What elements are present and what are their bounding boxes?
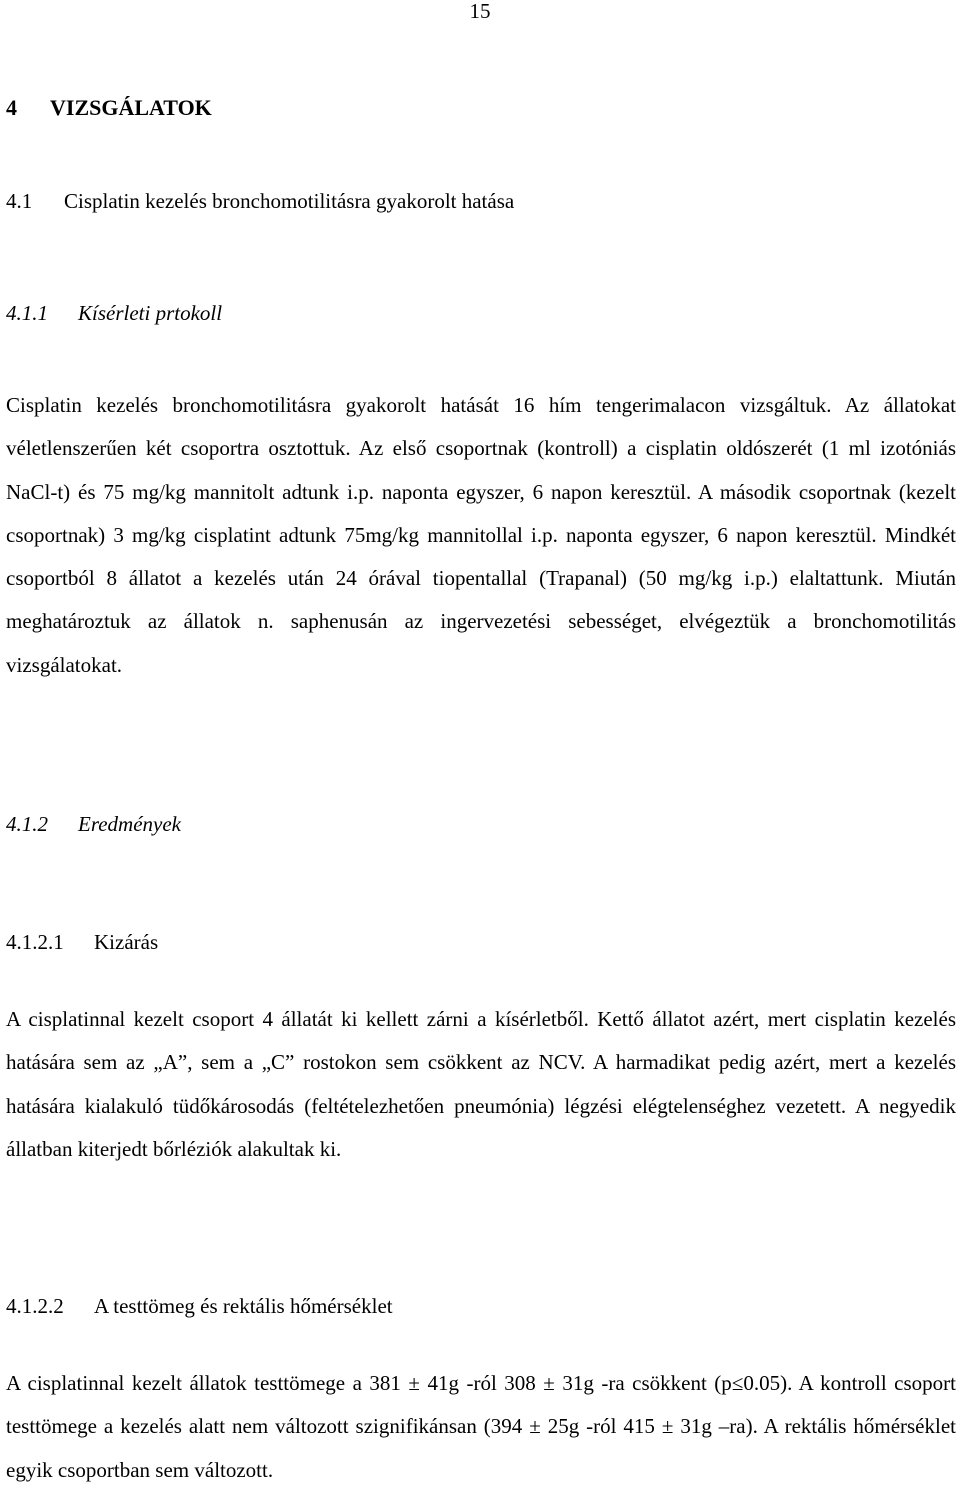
subsection-heading-results xyxy=(6,811,181,837)
chapter-number: 4 xyxy=(6,95,17,120)
subsubsection-heading-exclusion xyxy=(6,929,158,955)
protocol-paragraph: Cisplatin kezelés bronchomotilitásra gyakorolt hatását 16 hím tengerimalacon vizsgáltuk. Az állatokat véletlenszerűen két csoportra osztottuk. Az első csoportnak (kontroll) a cisplatin oldószerét (1 ml izotóniás NaCl-t) és 75 mg/kg mannitolt adtunk i.p. naponta egyszer, 6 napon keresztül. A második csoportnak (kezelt csoportnak) 3 mg/kg cisplatint adtunk 75mg/kg mannitollal i.p. naponta egyszer, 6 napon keresztül. Mindkét csoportból 8 állatot a kezelés után 24 órával tiopentallal (Trapanal) (50 mg/kg i.p.) elaltattunk. Miután meghatároztuk az állatok n. saphenusán az ingervezetési sebességet, elvégeztük a bronchomotilitás vizsgálatokat. xyxy=(6,393,956,677)
page-number: 15 xyxy=(469,0,491,23)
subsection-title: Eredmények xyxy=(78,812,181,836)
subsubsection-heading-bodyweight xyxy=(6,1293,393,1319)
exclusion-paragraph: A cisplatinnal kezelt csoport 4 állatát ki kellett zárni a kísérletből. Kettő állatot azért, mert cisplatin kezelés hatására sem az „A”, sem a „C” rostokon sem csökkent az NCV. A harmadikat pedig azért, mert a kezelés hatására kialakuló tüdőkárosodás (feltételezhetően pneumónia) légzési elégtelenséghez vezetett. A negyedik állatban kiterjedt bőrléziók alakultak ki. xyxy=(6,1007,956,1161)
section-number: 4.1 xyxy=(6,189,33,213)
section-heading xyxy=(6,188,514,214)
subsection-number: 4.1.2 xyxy=(6,812,48,836)
subsubsection-title: A testtömeg és rektális hőmérséklet xyxy=(94,1294,393,1318)
subsection-title: Kísérleti prtokoll xyxy=(78,301,223,325)
section-title: Cisplatin kezelés bronchomotilitásra gyakorolt hatása xyxy=(64,189,515,213)
subsection-number: 4.1.1 xyxy=(6,301,48,325)
subsubsection-number: 4.1.2.2 xyxy=(6,1294,64,1318)
chapter-title: VIZSGÁLATOK xyxy=(50,95,212,120)
chapter-heading xyxy=(6,95,212,121)
bodyweight-paragraph: A cisplatinnal kezelt állatok testtömege a 381 ± 41g -ról 308 ± 31g -ra csökkent (p≤0.05). A kontroll csoport testtömege a kezelés alatt nem változott szignifikánsan (394 ± 25g -ról 415 ± 31g –ra). A rektális hőmérséklet egyik csoportban sem változott. xyxy=(6,1371,956,1482)
subsubsection-title: Kizárás xyxy=(94,930,159,954)
subsubsection-number: 4.1.2.1 xyxy=(6,930,64,954)
subsection-heading-protocol xyxy=(6,300,222,326)
